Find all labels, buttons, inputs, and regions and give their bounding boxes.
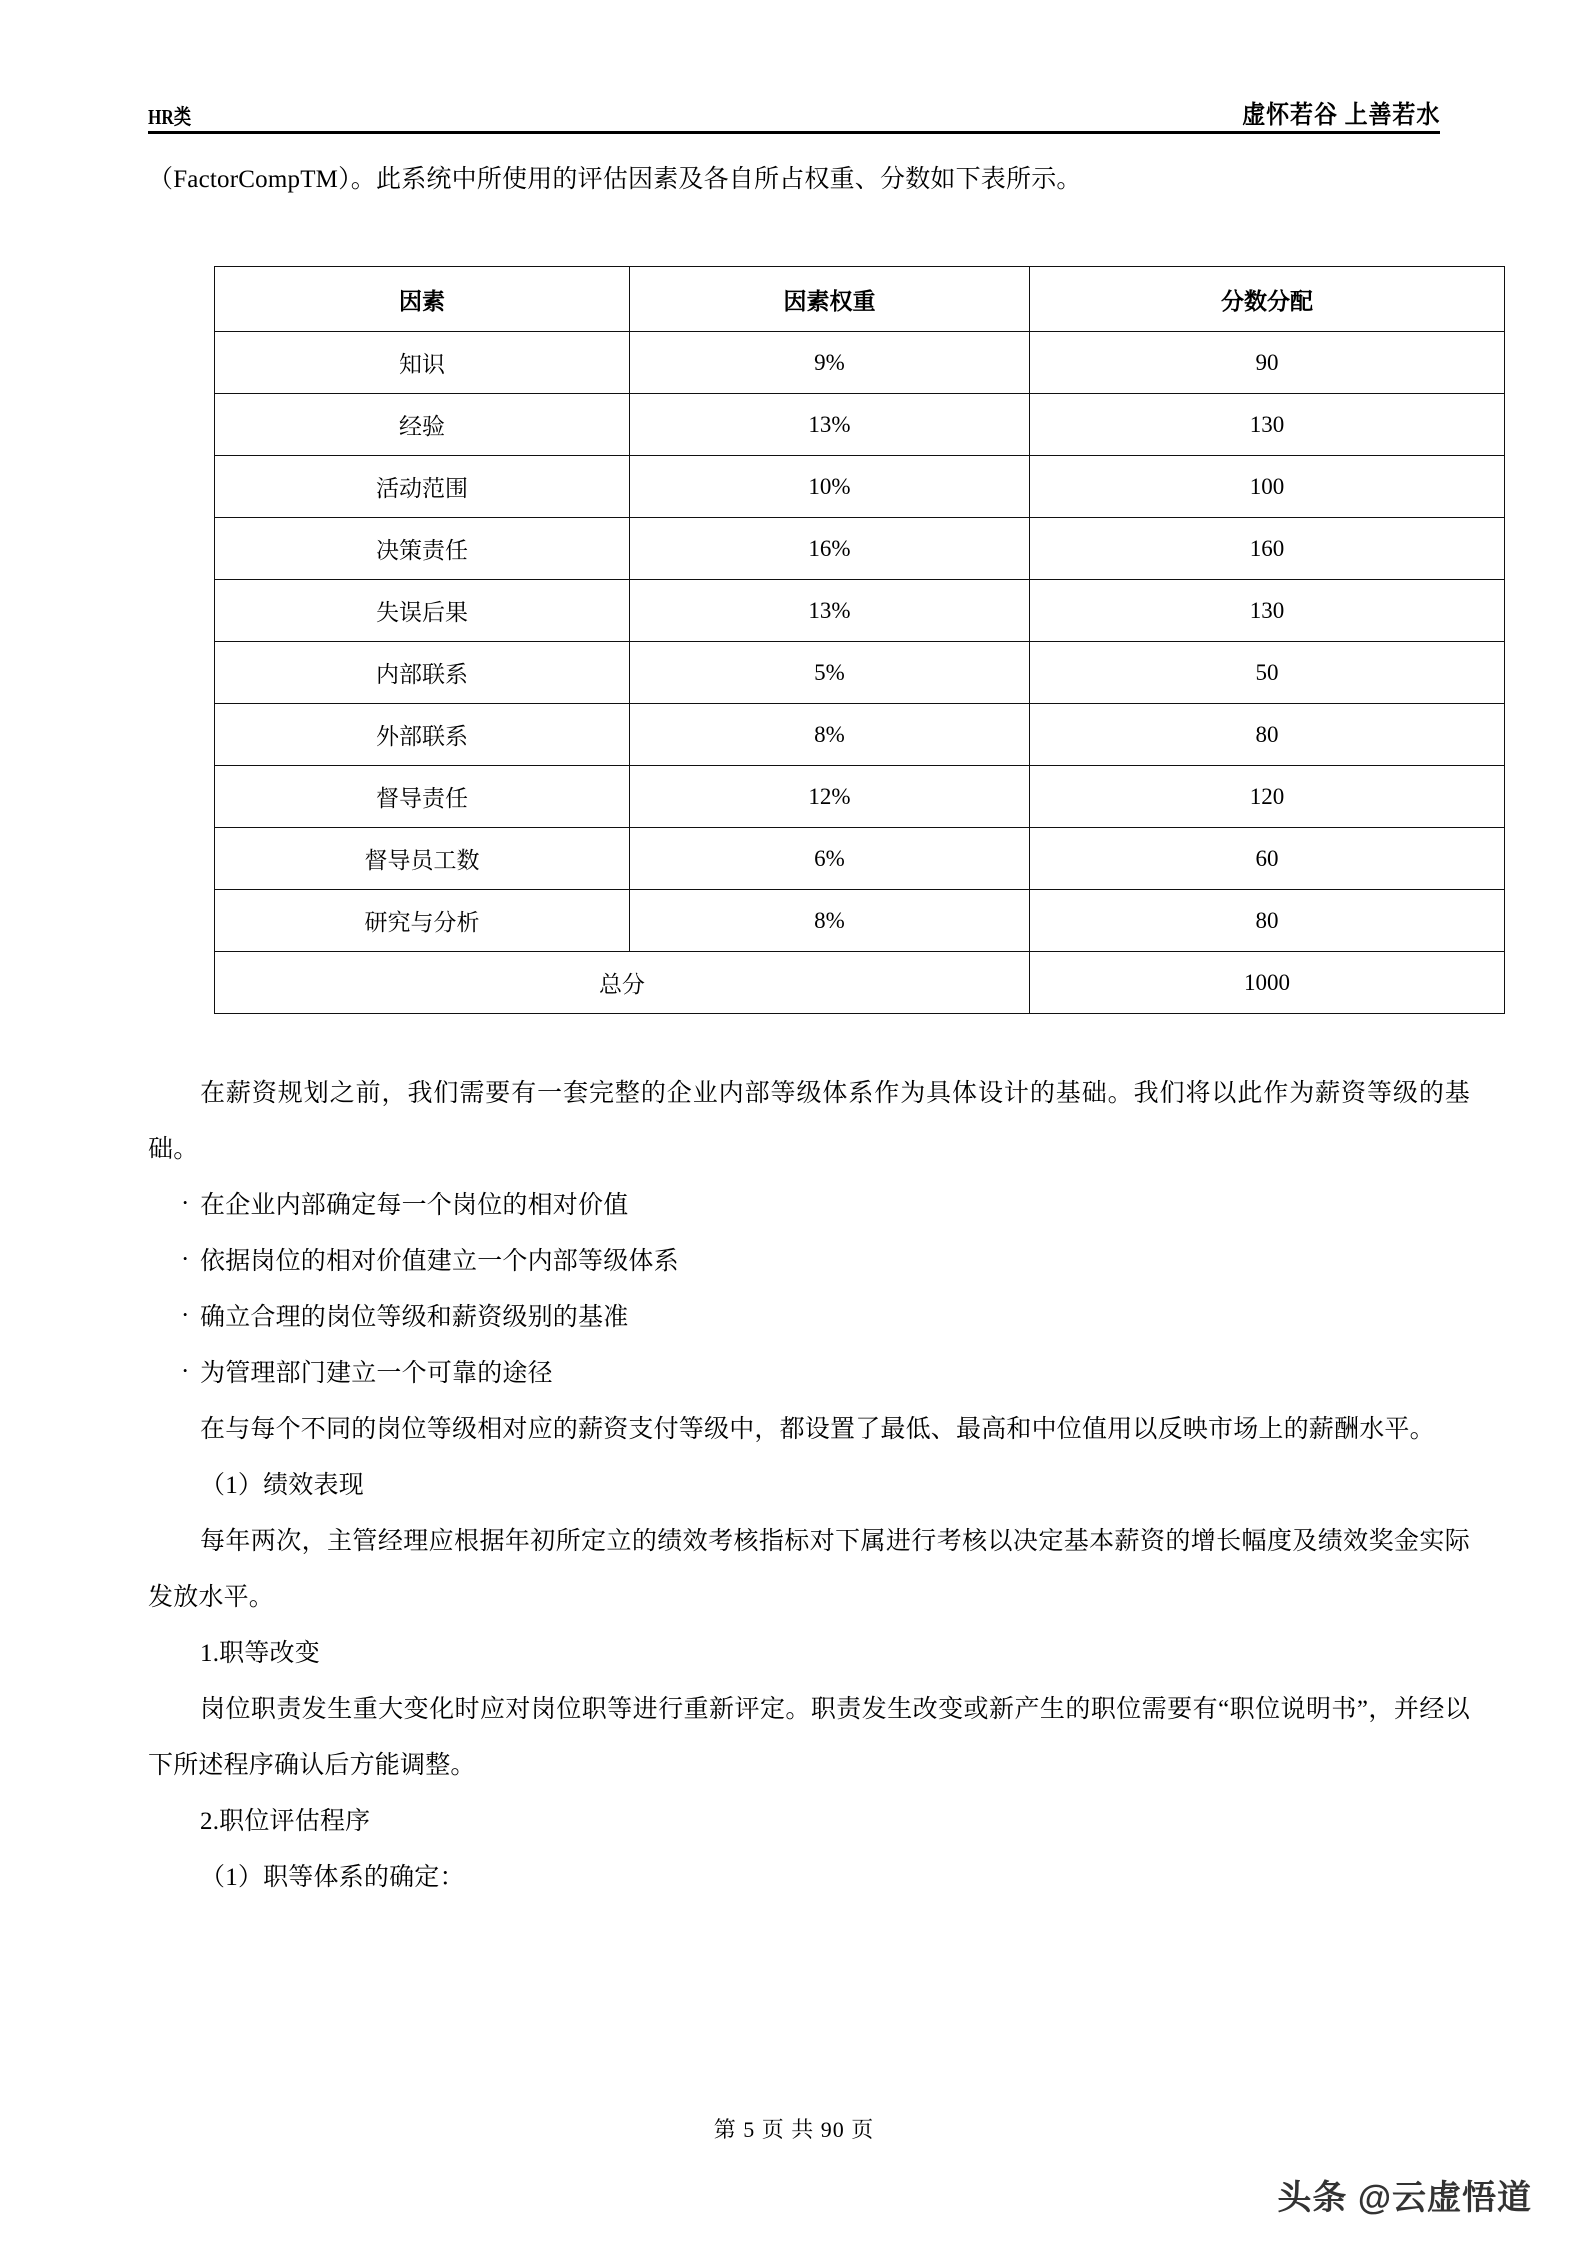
list-item: · 依据岗位的相对价值建立一个内部等级体系 — [148, 1234, 1470, 1290]
cell-score: 100 — [1030, 456, 1505, 518]
document-content — [148, 152, 1470, 1906]
benefit-bullet-list — [148, 1178, 1470, 1402]
cell-score: 80 — [1030, 890, 1505, 952]
factor-table-wrapper — [214, 266, 1504, 1014]
cell-factor: 知识 — [215, 332, 630, 394]
cell-factor: 内部联系 — [215, 642, 630, 704]
factor-weight-table — [214, 266, 1505, 1014]
cell-score: 120 — [1030, 766, 1505, 828]
cell-factor: 决策责任 — [215, 518, 630, 580]
cell-score: 160 — [1030, 518, 1505, 580]
heading-grade-change: 1.职等改变 — [200, 1640, 320, 1667]
table-row — [215, 456, 1505, 518]
table-row — [215, 766, 1505, 828]
column-header-weight: 因素权重 — [630, 267, 1030, 332]
table-row — [215, 704, 1505, 766]
cell-weight: 8% — [630, 890, 1030, 952]
list-item: · 为管理部门建立一个可靠的途径 — [148, 1346, 1470, 1402]
running-header — [148, 88, 1440, 128]
cell-score: 130 — [1030, 394, 1505, 456]
watermark-label: 头条 @云虚悟道 — [1277, 2179, 1532, 2217]
table-total-row — [215, 952, 1505, 1014]
cell-factor: 经验 — [215, 394, 630, 456]
cell-weight: 9% — [630, 332, 1030, 394]
intro-paragraph: （FactorCompTM）。此系统中所使用的评估因素及各自所占权重、分数如下表所示。 — [148, 166, 1082, 193]
heading-grade-system-definition: （1）职等体系的确定： — [200, 1864, 465, 1891]
cell-score: 130 — [1030, 580, 1505, 642]
list-item: · 在企业内部确定每一个岗位的相对价值 — [148, 1178, 1470, 1234]
cell-factor: 外部联系 — [215, 704, 630, 766]
table-body-spacer — [148, 1014, 1470, 1066]
header-divider — [148, 131, 1440, 134]
heading-eval-procedure: 2.职位评估程序 — [200, 1808, 371, 1835]
cell-factor: 失误后果 — [215, 580, 630, 642]
cell-score: 90 — [1030, 332, 1505, 394]
table-row — [215, 828, 1505, 890]
paragraph-grade-change: 岗位职责发生重大变化时应对岗位职等进行重新评定。职责发生改变或新产生的职位需要有“职位说明书”，并经以下所述程序确认后方能调整。 — [148, 1696, 1470, 1779]
list-item: · 确立合理的岗位等级和薪资级别的基准 — [148, 1290, 1470, 1346]
column-header-score: 分数分配 — [1030, 267, 1505, 332]
cell-weight: 13% — [630, 580, 1030, 642]
paragraph-pay-grades: 在与每个不同的岗位等级相对应的薪资支付等级中，都设置了最低、最高和中位值用以反映市场上的薪酬水平。 — [200, 1416, 1435, 1443]
cell-weight: 6% — [630, 828, 1030, 890]
cell-score: 50 — [1030, 642, 1505, 704]
page-footer: 第 5 页 共 90 页 — [713, 2117, 875, 2142]
header-right-label: 虚怀若谷 上善若水 — [1241, 102, 1440, 129]
cell-factor: 研究与分析 — [215, 890, 630, 952]
cell-factor: 督导员工数 — [215, 828, 630, 890]
table-row — [215, 518, 1505, 580]
intro-table-spacer — [148, 208, 1470, 266]
cell-weight: 10% — [630, 456, 1030, 518]
cell-score: 80 — [1030, 704, 1505, 766]
cell-weight: 12% — [630, 766, 1030, 828]
cell-factor: 活动范围 — [215, 456, 630, 518]
cell-weight: 13% — [630, 394, 1030, 456]
table-row — [215, 890, 1505, 952]
paragraph-performance: 每年两次，主管经理应根据年初所定立的绩效考核指标对下属进行考核以决定基本薪资的增长幅度及绩效奖金实际发放水平。 — [148, 1528, 1470, 1611]
table-header-row — [215, 267, 1505, 332]
cell-weight: 5% — [630, 642, 1030, 704]
cell-factor: 督导责任 — [215, 766, 630, 828]
table-row — [215, 394, 1505, 456]
table-row — [215, 332, 1505, 394]
cell-weight: 8% — [630, 704, 1030, 766]
cell-score: 60 — [1030, 828, 1505, 890]
cell-total-score: 1000 — [1030, 952, 1505, 1014]
header-left-label: HR类 — [148, 105, 192, 129]
table-row — [215, 642, 1505, 704]
paragraph-grade-system: 在薪资规划之前，我们需要有一套完整的企业内部等级体系作为具体设计的基础。我们将以此作为薪资等级的基础。 — [148, 1080, 1470, 1163]
heading-performance: （1）绩效表现 — [200, 1472, 364, 1499]
table-row — [215, 580, 1505, 642]
cell-weight: 16% — [630, 518, 1030, 580]
cell-total-label: 总分 — [215, 952, 1030, 1014]
column-header-factor: 因素 — [215, 267, 630, 332]
